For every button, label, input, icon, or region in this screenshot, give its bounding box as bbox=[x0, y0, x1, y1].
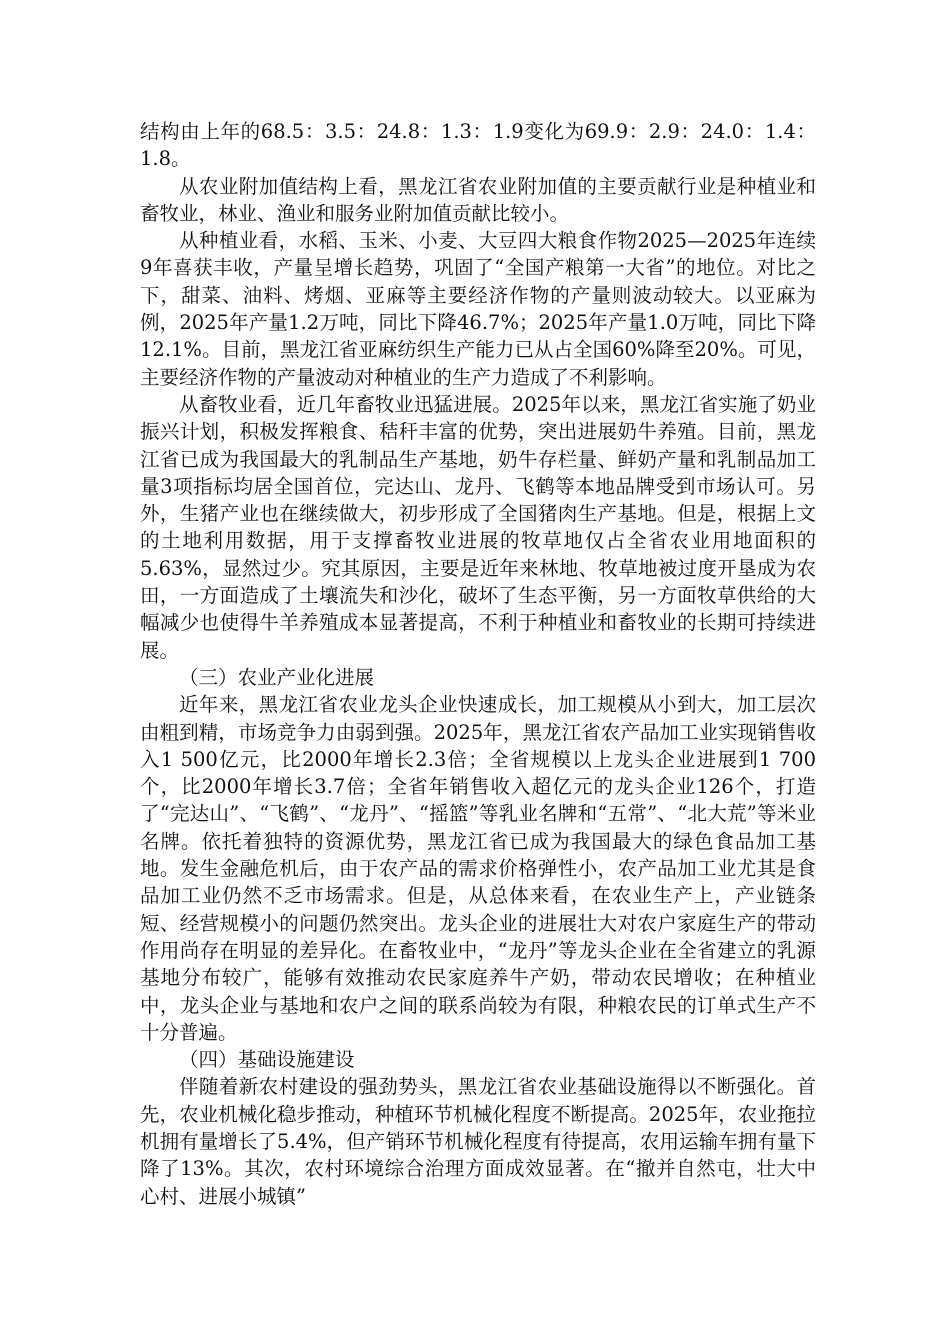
paragraph-infrastructure: 伴随着新农村建设的强劲势头，黑龙江省农业基础设施得以不断强化。首先，农业机械化稳步推动，种植环节机械化程度不断提高。2025年，农业拖拉机拥有量增长了5.4%，但产销环节机械化程度有待提高，农用运输车拥有量下降了13%。其次，农村环境综合治理方面成效显著。在“撤并自然屯，壮大中心村、进展小城镇” bbox=[140, 1075, 816, 1208]
paragraph-structure-ratio: 结构由上年的68.5：3.5：24.8：1.3：1.9变化为69.9：2.9：24.0：1.4：1.8。 bbox=[140, 120, 816, 171]
paragraph-animal-husbandry: 从畜牧业看，近几年畜牧业迅猛进展。2025年以来，黑龙江省实施了奶业振兴计划，积极发挥粮食、秸秆丰富的优势，突出进展奶牛养殖。目前，黑龙江省已成为我国最大的乳制品生产基地，奶牛存栏量、鲜奶产量和乳制品加工量3项指标均居全国首位，完达山、龙丹、飞鹤等本地品牌受到市场认可。另外，生猪产业也在继续做大，初步形成了全国猪肉生产基地。但是，根据上文的土地利用数据，用于支撑畜牧业进展的牧草地仅占全省农业用地面积的5.63%，显然过少。究其原因，主要是近年来林地、牧草地被过度开垦成为农田，一方面造成了土壤流失和沙化，破坏了生态平衡，另一方面牧草供给的大幅减少也使得牛羊养殖成本显著提高，不利于种植业和畜牧业的长期可持续进展。 bbox=[140, 392, 816, 662]
section-heading-infrastructure: （四）基础设施建设 bbox=[179, 1048, 355, 1072]
paragraph-industrialization: 近年来，黑龙江省农业龙头企业快速成长，加工规模从小到大，加工层次由粗到精，市场竞争力由弱到强。2025年，黑龙江省农产品加工业实现销售收入1 500亿元，比2000年增长2.3倍；全省规模以上龙头企业进展到1 700个，比2000年增长3.7倍；全省年销售收入超亿元的龙头企业126个，打造了“完达山”、“飞鹤”、“龙丹”、“摇篮”等乳业名牌和“五常”、“北大荒”等米业名牌。依托着独特的资源优势，黑龙江省已成为我国最大的绿色食品加工基地。发生金融危机后，由于农产品的需求价格弹性小，农产品加工业尤其是食品加工业仍然不乏市场需求。但是，从总体来看，在农业生产上，产业链条短、经营规模小的问题仍然突出。龙头企业的进展壮大对农户家庭生产的带动作用尚存在明显的差异化。在畜牧业中，“龙丹”等龙头企业在全省建立的乳源基地分布较广，能够有效推动农民家庭养牛产奶，带动农民增收；在种植业中，龙头企业与基地和农户之间的联系尚较为有限，种粮农民的订单式生产不十分普遍。 bbox=[140, 693, 816, 1044]
paragraph-planting: 从种植业看，水稻、玉米、小麦、大豆四大粮食作物2025—2025年连续9年喜获丰收，产量呈增长趋势，巩固了“全国产粮第一大省”的地位。对比之下，甜菜、油料、烤烟、亚麻等主要经济作物的产量则波动较大。以亚麻为例，2025年产量1.2万吨，同比下降46.7%；2025年产量1.0万吨，同比下降12.1%。目前，黑龙江省亚麻纺织生产能力已从占全国60%降至20%。可见，主要经济作物的产量波动对种植业的生产力造成了不利影响。 bbox=[140, 229, 816, 389]
document-page bbox=[140, 118, 816, 1210]
paragraph-value-added: 从农业附加值结构上看，黑龙江省农业附加值的主要贡献行业是种植业和畜牧业，林业、渔业和服务业附加值贡献比较小。 bbox=[140, 174, 816, 225]
section-heading-industrialization: （三）农业产业化进展 bbox=[179, 665, 375, 689]
